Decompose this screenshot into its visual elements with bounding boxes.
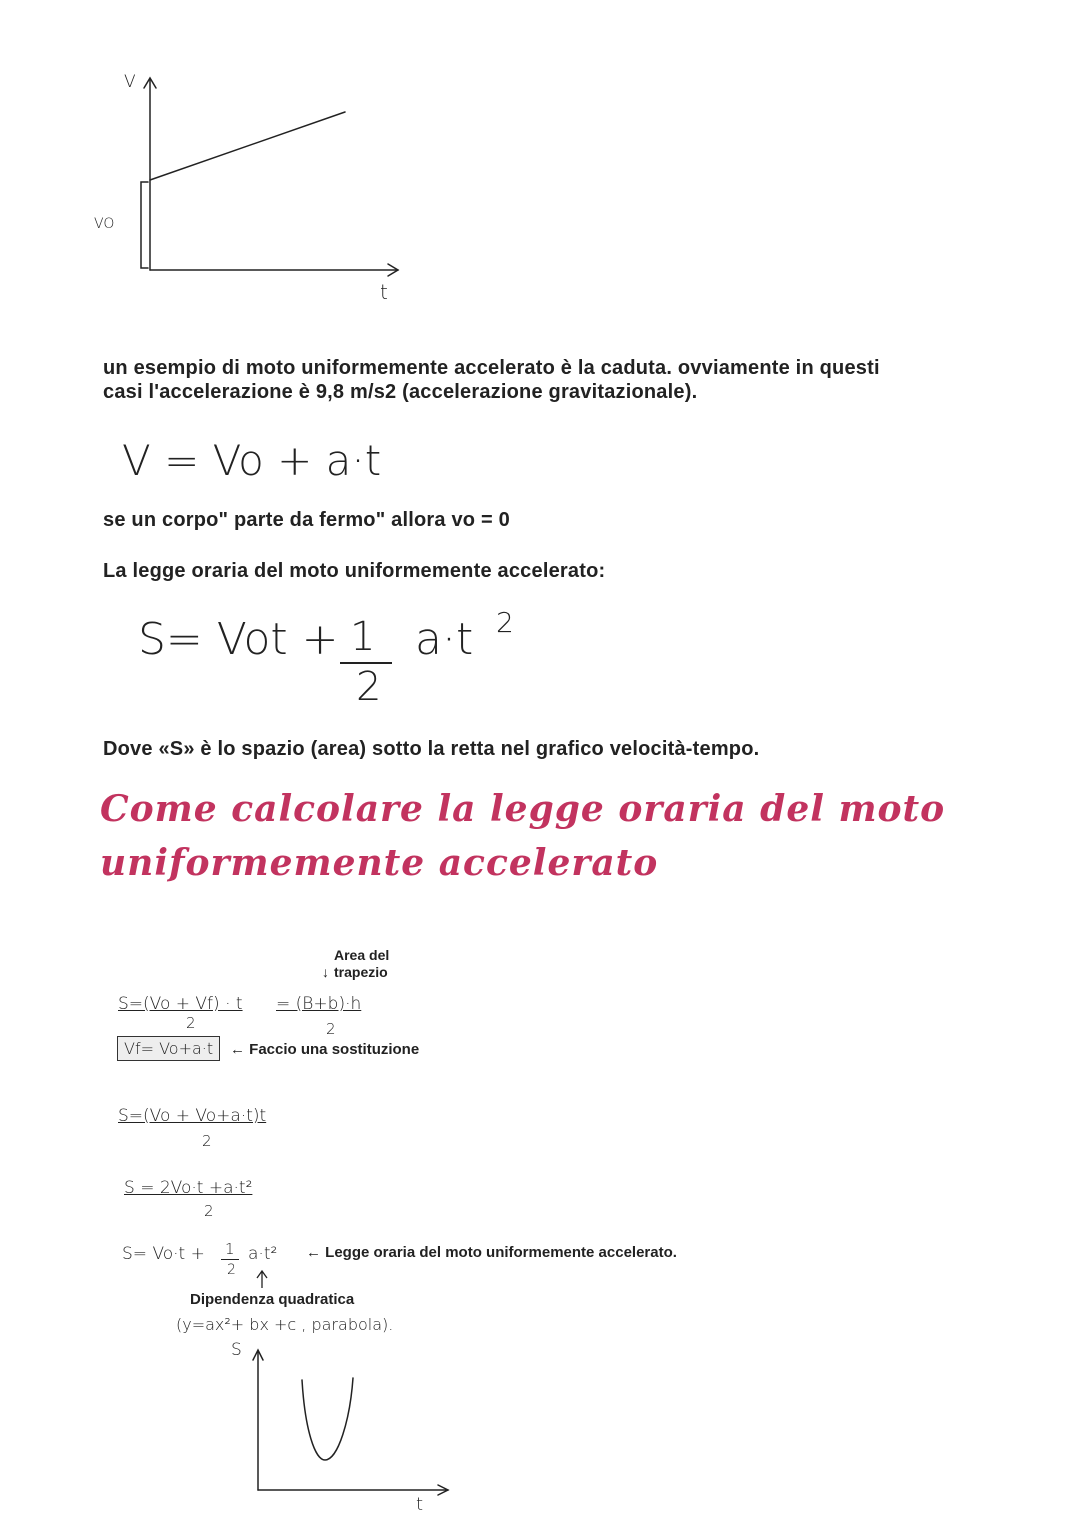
substitution-note: ← Faccio una sostituzione (230, 1041, 420, 1058)
paragraph-line-1: un esempio di moto uniformemente accelerato è la caduta. ovviamente in questi (103, 357, 880, 379)
eq3-num-text: S = 2Vo·t +a·t² (124, 1178, 253, 1198)
quadratic-dependence: Dipendenza quadratica (190, 1291, 355, 1308)
eq1-trapezoid-den: 2 (326, 1020, 336, 1038)
eq3-denominator: 2 (204, 1202, 214, 1220)
eq1-num-text: S=(Vo + Vf) · t (118, 994, 243, 1014)
space-formula-num: 1 (350, 614, 376, 660)
space-formula-den: 2 (356, 664, 382, 710)
space-formula-exp: 2 (496, 606, 514, 639)
parabola-note: (y=ax²+ bx +c , parabola). (176, 1315, 394, 1334)
area-note-1: Area del (334, 947, 390, 963)
area-statement: Dove «S» è lo spazio (area) sotto la retta nel grafico velocità-tempo. (103, 738, 760, 760)
eq4-num: 1 (225, 1240, 235, 1258)
eq2-num-text: S=(Vo + Vo+a·t)t (118, 1106, 267, 1126)
space-formula-right: a·t (415, 614, 474, 665)
law-intro: La legge oraria del moto uniformemente accelerato: (103, 560, 606, 582)
eq4-note: ← Legge oraria del moto uniformemente accelerato. (306, 1244, 677, 1261)
eq2-denominator: 2 (202, 1132, 212, 1150)
graph1-v0-label: VO (94, 216, 115, 232)
section-heading-line-1: Come calcolare la legge oraria del moto (100, 788, 946, 830)
eq4-left: S= Vo·t + (122, 1244, 205, 1264)
graph1-y-label: V (124, 72, 136, 92)
section-heading-line-2: uniformemente accelerato (100, 842, 659, 884)
graph1-x-label: t (380, 280, 388, 304)
velocity-formula: V = Vo + a·t (122, 436, 382, 485)
eq4-right: a·t² (248, 1244, 278, 1264)
paragraph-line-2: casi l'accelerazione è 9,8 m/s2 (accelerazione gravitazionale). (103, 381, 698, 403)
graph2-y-label: S (231, 1340, 242, 1360)
vf-boxed-formula: Vf= Vo+a·t (117, 1036, 220, 1061)
eq4-den: 2 (227, 1262, 236, 1278)
area-note-2: trapezio (334, 964, 388, 980)
rest-statement: se un corpo" parte da fermo" allora vo = 0 (103, 509, 510, 531)
eq1-trap-text: = (B+b)·h (276, 994, 362, 1014)
graph2-x-label: t (416, 1494, 424, 1515)
eq1-denominator: 2 (186, 1014, 196, 1032)
area-note-arrow: ↓ (322, 964, 329, 980)
space-formula-left: S= Vot + (138, 614, 339, 665)
